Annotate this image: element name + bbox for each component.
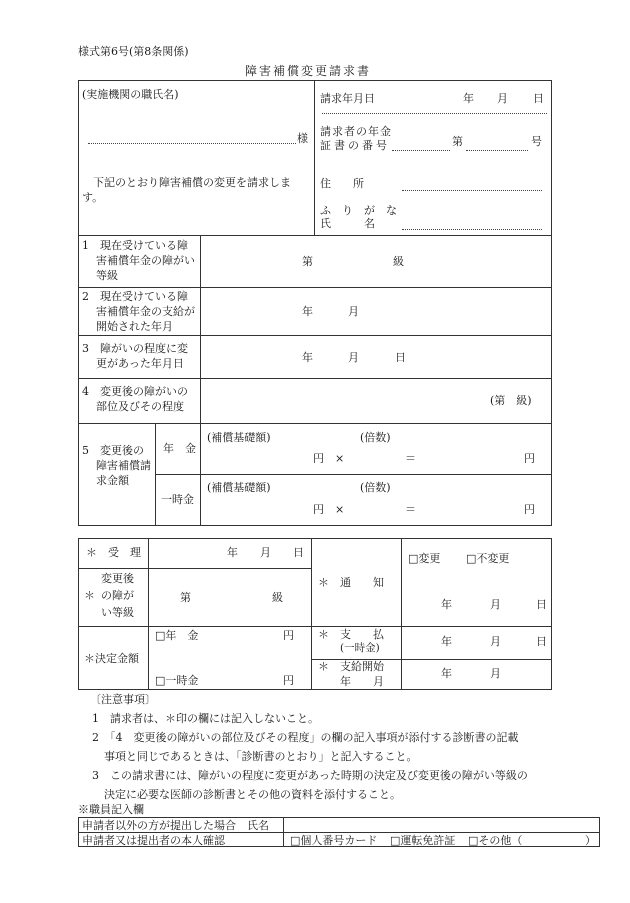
header-separator	[322, 113, 547, 114]
other-checkbox[interactable]: □その他（	[468, 834, 523, 847]
notes-heading: 〔注意事項〕	[90, 693, 156, 706]
name-field[interactable]	[402, 229, 542, 230]
row4-label: 4 変更後の障がいの部位及びその程度	[82, 385, 188, 413]
shiharai-label: ＊ 支 払	[318, 628, 384, 641]
name-label: 氏 名	[320, 217, 375, 230]
staff-heading: ※職員記入欄	[78, 803, 144, 816]
id-card-checkbox[interactable]: □個人番号カード	[290, 834, 378, 847]
uketsuke-label: ＊ 受 理	[86, 546, 141, 559]
kettei-nenkin-checkbox[interactable]: □年 金	[155, 629, 199, 642]
form-number: 様式第6号(第8条関係)	[78, 45, 189, 58]
address-label: 住 所	[320, 177, 364, 190]
address-field[interactable]	[402, 190, 542, 191]
henkou-checkbox[interactable]: □変更	[408, 552, 441, 565]
honorific: 様	[297, 132, 308, 145]
row2-label: 2 現在受けている障害補償年金の支給が開始された年月	[82, 290, 195, 333]
fuhenkou-checkbox[interactable]: □不変更	[466, 552, 510, 565]
kettei-label: ＊決定金額	[84, 652, 139, 665]
institution-name-field[interactable]	[88, 143, 296, 144]
note-1: 1 請求者は、＊印の欄には記入しないこと。	[92, 712, 319, 725]
shogai-label: 変更後	[101, 572, 134, 585]
institution-label: (実施機関の職氏名)	[82, 88, 179, 101]
row5-label: 5 変更後の障害補償請求金額	[82, 444, 151, 487]
request-text: 下記のとおり障害補償の変更を請求します。	[82, 176, 291, 204]
staff-row2-label: 申請者又は提出者の本人確認	[82, 834, 225, 847]
staff-row1-label: 申請者以外の方が提出した場合 氏名	[82, 819, 269, 832]
note-3: 3 この請求書には、障がいの程度に変更があった時期の決定及び変更後の障がい等級の	[92, 769, 528, 782]
tsuchi-label: ＊ 通 知	[318, 576, 384, 589]
furigana-label: ふ り が な	[320, 204, 397, 217]
cert-number-field-2[interactable]	[466, 150, 528, 151]
note-2: 2 「4 変更後の障がいの部位及びその程度」の欄の記入事項が添付する診断書の記載	[92, 731, 519, 744]
row3-label: 3 障がいの程度に変更があった年月日	[82, 342, 188, 370]
kaishi-label: ＊ 支給開始	[318, 660, 384, 673]
cert-number-field[interactable]	[392, 150, 450, 151]
license-checkbox[interactable]: □運転免許証	[390, 834, 456, 847]
kettei-ichijikin-checkbox[interactable]: □一時金	[155, 674, 199, 687]
date-label: 請求年月日	[320, 92, 375, 105]
cert-label: 請求者の年金	[320, 125, 392, 138]
page-title: 障害補償変更請求書	[245, 64, 372, 78]
row1-label: 1 現在受けている障害補償年金の障がい等級	[82, 239, 195, 282]
